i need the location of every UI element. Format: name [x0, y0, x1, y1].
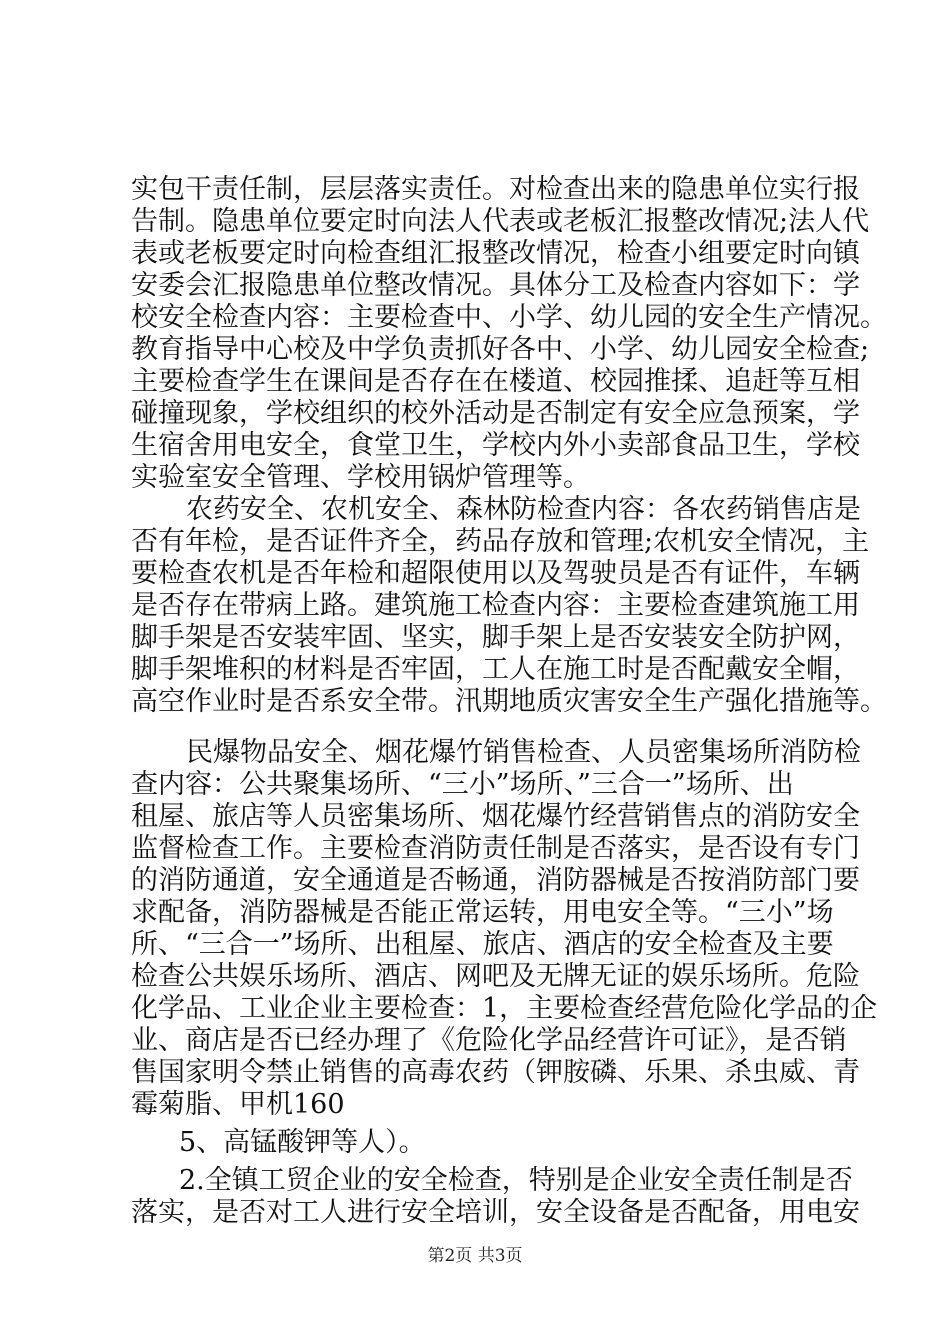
text-line: 要检查农机是否年检和超限使用以及驾驶员是否有证件，车辆 — [131, 558, 860, 589]
text-line: 教育指导中心校及中学负责抓好各中、小学、幼儿园安全检查; — [131, 334, 870, 365]
text-line: 实包干责任制，层层落实责任。对检查出来的隐患单位实行报 — [131, 174, 860, 205]
paragraph-start-line: 2.全镇工贸企业的安全检查，特别是企业安全责任制是否 — [179, 1165, 853, 1196]
text-line: 化学品、工业企业主要检查：1，主要检查经营危险化学品的企 — [131, 993, 878, 1024]
text-line: 高空作业时是否系安全带。汛期地质灾害安全生产强化措施等。 — [131, 686, 887, 717]
text-line: 表或老板要定时向检查组汇报整改情况，检查小组要定时向镇 — [131, 238, 860, 269]
text-line: 求配备，消防器械是否能正常运转，用电安全等。“三小”场 — [131, 897, 834, 928]
text-line: 落实，是否对工人进行安全培训，安全设备是否配备，用电安 — [131, 1197, 860, 1228]
text-line: 售国家明令禁止销售的高毒农药（钾胺磷、乐果、杀虫威、青 — [131, 1057, 860, 1088]
text-line: 主要检查学生在课间是否存在在楼道、校园推揉、追赶等互相 — [131, 366, 860, 397]
page-footer: 第2页 共3页 — [427, 1246, 523, 1266]
text-line: 碰撞现象，学校组织的校外活动是否制定有安全应急预案，学 — [131, 398, 860, 429]
text-line: 实验室安全管理、学校用锅炉管理等。 — [131, 462, 590, 493]
text-line: 的消防通道，安全通道是否畅通，消防器械是否按消防部门要 — [131, 865, 860, 896]
text-line: 霉菊脂、甲机160 — [131, 1089, 345, 1120]
text-line: 生宿舍用电安全，食堂卫生，学校内外小卖部食品卫生，学校 — [131, 430, 860, 461]
text-line: 租屋、旅店等人员密集场所、烟花爆竹经营销售点的消防安全 — [131, 801, 860, 832]
paragraph-start-line: 民爆物品安全、烟花爆竹销售检查、人员密集场所消防检 — [186, 737, 861, 768]
text-line: 检查公共娱乐场所、酒店、网吧及无牌无证的娱乐场所。危险 — [131, 961, 860, 992]
paragraph-start-line: 5、高锰酸钾等人）。 — [179, 1127, 426, 1158]
paragraph-start-line: 农药安全、农机安全、森林防检查内容：各农药销售店是 — [186, 494, 861, 525]
text-line: 所、“三合一”场所、出租屋、旅店、酒店的安全检查及主要 — [131, 929, 834, 960]
text-line: 监督检查工作。主要检查消防责任制是否落实，是否设有专门 — [131, 833, 860, 864]
text-line: 校安全检查内容：主要检查中、小学、幼儿园的安全生产情况。 — [131, 302, 887, 333]
text-line: 告制。隐患单位要定时向法人代表或老板汇报整改情况;法人代 — [131, 206, 870, 237]
text-line: 否有年检，是否证件齐全，药品存放和管理;农机安全情况，主 — [131, 526, 870, 557]
text-line: 业、商店是否已经办理了《危险化学品经营许可证》，是否销 — [131, 1025, 847, 1056]
text-line: 脚手架堆积的材料是否牢固，工人在施工时是否配戴安全帽， — [131, 654, 860, 685]
text-line: 安委会汇报隐患单位整改情况。具体分工及检查内容如下：学 — [131, 270, 860, 301]
text-line: 是否存在带病上路。建筑施工检查内容：主要检查建筑施工用 — [131, 590, 860, 621]
text-line: 查内容：公共聚集场所、“三小”场所、”三合一”场所、出 — [131, 769, 794, 800]
text-line: 脚手架是否安装牢固、坚实，脚手架上是否安装安全防护网， — [131, 622, 860, 653]
